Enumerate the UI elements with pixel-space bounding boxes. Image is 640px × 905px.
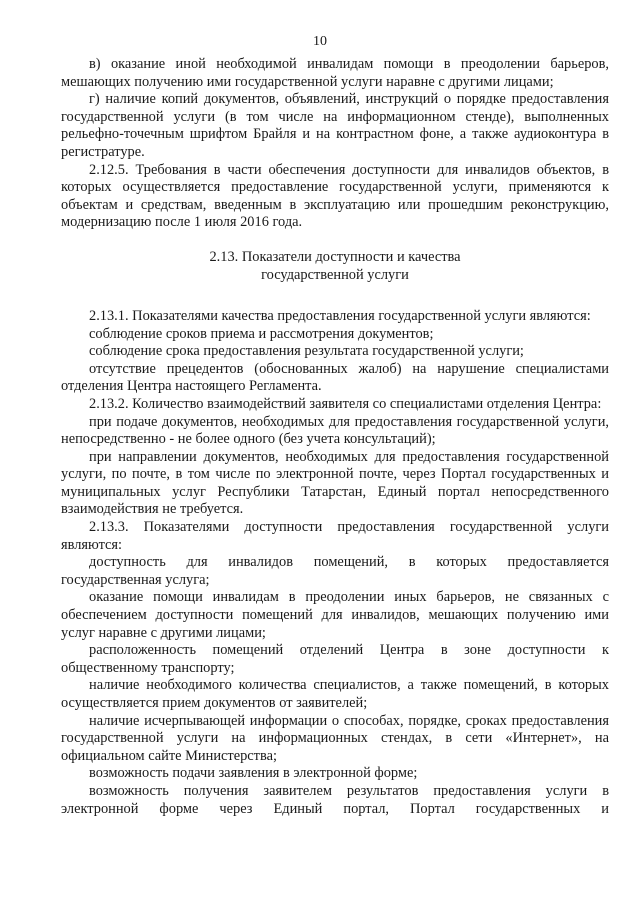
- paragraph: возможность получения заявителем результатов предоставления услуги в электронной форме через Единый портал, Портал государственных и: [61, 782, 609, 817]
- paragraph: отсутствие прецедентов (обоснованных жалоб) на нарушение специалистами отделения Центра настоящего Регламента.: [61, 360, 609, 395]
- paragraph: 2.13.3. Показателями доступности предоставления государственной услуги являются:: [61, 519, 609, 553]
- section-heading-line: 2.13. Показатели доступности и качества: [209, 248, 461, 265]
- paragraph: соблюдение сроков приема и рассмотрения документов;: [89, 325, 434, 342]
- paragraph: наличие необходимого количества специалистов, а также помещений, в которых осуществляется прием документов от заявителей;: [61, 677, 609, 711]
- paragraph: 2.13.1. Показателями качества предоставления государственной услуги являются:: [89, 307, 591, 324]
- document-body: [61, 56, 609, 818]
- paragraph: 2.13.2. Количество взаимодействий заявителя со специалистами отделения Центра:: [89, 395, 602, 412]
- paragraph: оказание помощи инвалидам в преодолении иных барьеров, не связанных с обеспечением доступности помещений для инвалидов, мешающих получению ими услуг наравне с другими лицами;: [61, 589, 609, 641]
- paragraph: в) оказание иной необходимой инвалидам помощи в преодолении барьеров, мешающих получению ими государственной услуги наравне с другими лицами;: [61, 56, 609, 90]
- paragraph: соблюдение срока предоставления результата государственной услуги;: [89, 343, 524, 360]
- section-heading-line: государственной услуги: [261, 266, 409, 283]
- page-number: 10: [313, 34, 327, 49]
- paragraph: возможность подачи заявления в электронной форме;: [89, 765, 418, 782]
- paragraph: при подаче документов, необходимых для предоставления государственной услуги, непосредственно - не более одного (без учета консультаций);: [61, 413, 609, 448]
- paragraph: 2.12.5. Требования в части обеспечения доступности для инвалидов объектов, в которых осуществляется предоставление государственной услуги, применяются к объектам и средствам, введенным в эксплуатацию или прошедшим реконструкцию, модернизацию после 1 июля 2016 года.: [61, 161, 609, 231]
- paragraph: при направлении документов, необходимых для предоставления государственной услуги, по почте, в том числе по электронной почте, через Портал государственных и муниципальных услуг Республики Татарстан, Единый портал непосредственного взаимодействия не требуется.: [61, 448, 609, 518]
- paragraph: наличие исчерпывающей информации о способах, порядке, сроках предоставления государственной услуги на информационных стендах, в сети «Интернет», на официальном сайте Министерства;: [61, 712, 609, 764]
- section-heading: [61, 232, 609, 308]
- paragraph: расположенность помещений отделений Центра в зоне доступности к общественному транспорту;: [61, 642, 609, 676]
- paragraph: г) наличие копий документов, объявлений, инструкций о порядке предоставления государственной услуги (в том числе на информационном стенде), выполненных рельефно-точечным шрифтом Брайля и на контрастном фоне, а также аудиоконтура в регистратуре.: [61, 91, 609, 160]
- paragraph: доступность для инвалидов помещений, в которых предоставляется государственная услуга;: [61, 554, 609, 588]
